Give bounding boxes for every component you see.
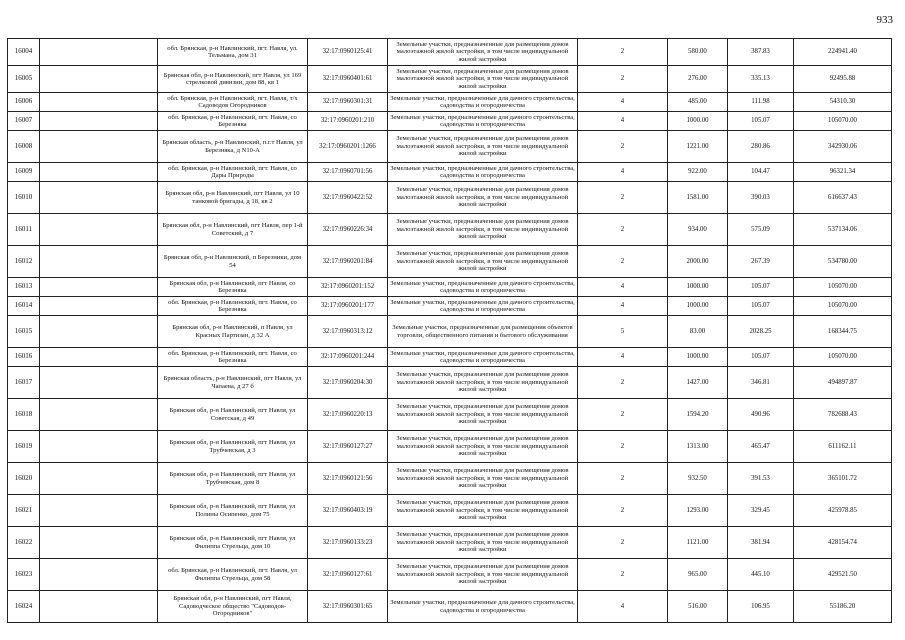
group-code-cell: 4 [578,591,668,623]
specific-value-cell: 280.86 [728,131,794,163]
cadastral-value-cell: 96321.34 [794,163,892,182]
area-cell: 1293.00 [668,495,728,527]
land-use-cell: Земельные участки, предназначенные для размещения домов малоэтажной жилой застройки, в том числе индивидуальной жилой застройки [388,182,578,214]
blank-cell [40,182,158,214]
area-cell: 1427.00 [668,367,728,399]
address-cell: Брянская обл, р-н Навлинский, пгт Навля, Садоводческое общество "Садоводов-Огородников" [158,591,308,623]
table-row [8,559,892,591]
area-cell: 1000.00 [668,278,728,297]
specific-value-cell: 390.03 [728,182,794,214]
table-row [8,591,892,623]
cadastral-number-cell: 32:17:0960204:30 [308,367,388,399]
blank-cell [40,559,158,591]
table-row [8,399,892,431]
record-number-cell: 16018 [8,399,40,431]
cadastral-number-cell: 32:17:0960127:27 [308,431,388,463]
address-cell: Брянская обл, р-н Навлинский, пгт Навля, ул 10 танковой бригады, д 18, кв 2 [158,182,308,214]
cadastral-value-cell: 425978.85 [794,495,892,527]
group-code-cell: 4 [578,348,668,367]
address-cell: Брянская обл, р-н Навлинский, пгт Навля, ул 169 стрелковой дивизии, дом 88, кв 1 [158,66,308,93]
group-code-cell: 2 [578,246,668,278]
specific-value-cell: 111.98 [728,93,794,112]
specific-value-cell: 381.94 [728,527,794,559]
specific-value-cell: 346.81 [728,367,794,399]
address-cell: Брянская обл, р-н Навлинский, п Березники, дом 54 [158,246,308,278]
address-cell: Брянская обл, р-н Навлинский, пгт Навля, ул Трубчевская, дом 8 [158,463,308,495]
address-cell: Брянская обл, р-н Навлинский, пгт Навля, со Березняка [158,278,308,297]
area-cell: 932.50 [668,463,728,495]
address-cell: Брянская обл, р-н Навлинский, п Навля, ул Красных Партизан, д 32 А [158,316,308,348]
record-number-cell: 16021 [8,495,40,527]
area-cell: 83.00 [668,316,728,348]
record-number-cell: 16010 [8,182,40,214]
table-row [8,431,892,463]
area-cell: 922.00 [668,163,728,182]
record-number-cell: 16024 [8,591,40,623]
cadastral-number-cell: 32:17:0960201:210 [308,112,388,131]
cadastral-value-cell: 92495.88 [794,66,892,93]
group-code-cell: 5 [578,316,668,348]
land-use-cell: Земельные участки, предназначенные для размещения домов малоэтажной жилой застройки, в том числе индивидуальной жилой застройки [388,367,578,399]
cadastral-value-cell: 534780.00 [794,246,892,278]
land-use-cell: Земельные участки, предназначенные для размещения домов малоэтажной жилой застройки, в том числе индивидуальной жилой застройки [388,527,578,559]
blank-cell [40,39,158,66]
specific-value-cell: 105.07 [728,278,794,297]
record-number-cell: 16016 [8,348,40,367]
cadastral-value-cell: 55186.20 [794,591,892,623]
land-use-cell: Земельные участки, предназначенные для размещения домов малоэтажной жилой застройки, в том числе индивидуальной жилой застройки [388,463,578,495]
group-code-cell: 4 [578,163,668,182]
cadastral-number-cell: 32:17:0960201:1266 [308,131,388,163]
address-cell: обл. Брянская, р-н Навлинский, пгт. Навля, т/х Садоводов Огородников [158,93,308,112]
table-row [8,246,892,278]
blank-cell [40,495,158,527]
record-number-cell: 16005 [8,66,40,93]
cadastral-value-cell: 365101.72 [794,463,892,495]
cadastral-number-cell: 32:17:0960201:244 [308,348,388,367]
blank-cell [40,463,158,495]
land-use-cell: Земельные участки, предназначенные для размещения домов малоэтажной жилой застройки, в том числе индивидуальной жилой застройки [388,39,578,66]
group-code-cell: 4 [578,93,668,112]
group-code-cell: 4 [578,112,668,131]
table-row [8,93,892,112]
blank-cell [40,112,158,131]
land-use-cell: Земельные участки, предназначенные для размещения домов малоэтажной жилой застройки, в том числе индивидуальной жилой застройки [388,399,578,431]
specific-value-cell: 267.39 [728,246,794,278]
record-number-cell: 16019 [8,431,40,463]
cadastral-number-cell: 32:17:0960401:61 [308,66,388,93]
land-use-cell: Земельные участки, предназначенные для дачного строительства, садоводства и огородничества [388,278,578,297]
blank-cell [40,214,158,246]
address-cell: обл. Брянская, р-н Навлинский, пгт. Навля, со Березняка [158,297,308,316]
area-cell: 580.00 [668,39,728,66]
group-code-cell: 2 [578,431,668,463]
address-cell: Брянская обл, р-н Навлинский, пгт Навля, ул Трубчевская, д 3 [158,431,308,463]
group-code-cell: 2 [578,559,668,591]
cadastral-number-cell: 32:17:0960422:52 [308,182,388,214]
cadastral-value-cell: 105070.00 [794,348,892,367]
specific-value-cell: 329.45 [728,495,794,527]
area-cell: 965.00 [668,559,728,591]
record-number-cell: 16007 [8,112,40,131]
blank-cell [40,131,158,163]
record-number-cell: 16014 [8,297,40,316]
address-cell: Брянская обл, р-н Навлинский, пгт Навля, ул Советская, д 49 [158,399,308,431]
cadastral-number-cell: 32:17:0960201:84 [308,246,388,278]
specific-value-cell: 335.13 [728,66,794,93]
area-cell: 485.00 [668,93,728,112]
land-use-cell: Земельные участки, предназначенные для размещения домов малоэтажной жилой застройки, в том числе индивидуальной жилой застройки [388,131,578,163]
cadastral-number-cell: 32:17:0960133:23 [308,527,388,559]
blank-cell [40,93,158,112]
address-cell: обл. Брянская, р-н Навлинский, пгт. Навля, со Березняка [158,348,308,367]
address-cell: Брянская область, р-н Навлинский, п.г.т Навля, ул Березняка, д N10-А [158,131,308,163]
area-cell: 934.00 [668,214,728,246]
address-cell: обл. Брянская, р-н Навлинский, пгт. Навля, со Березняка [158,112,308,131]
table-row [8,495,892,527]
specific-value-cell: 575.09 [728,214,794,246]
area-cell: 1000.00 [668,112,728,131]
group-code-cell: 4 [578,297,668,316]
blank-cell [40,278,158,297]
table-body [8,39,892,623]
cadastral-value-cell: 105070.00 [794,112,892,131]
area-cell: 516.00 [668,591,728,623]
blank-cell [40,316,158,348]
cadastral-value-cell: 224941.40 [794,39,892,66]
table-row [8,463,892,495]
blank-cell [40,297,158,316]
area-cell: 276.00 [668,66,728,93]
cadastral-value-cell: 611162.11 [794,431,892,463]
record-number-cell: 16008 [8,131,40,163]
cadastral-number-cell: 32:17:0960121:56 [308,463,388,495]
table-row [8,297,892,316]
table-row [8,527,892,559]
cadastral-value-cell: 782688.43 [794,399,892,431]
address-cell: обл. Брянская, р-н Навлинский, пгт. Навля, со Дары Природы [158,163,308,182]
cadastral-value-cell: 428154.74 [794,527,892,559]
record-number-cell: 16013 [8,278,40,297]
land-use-cell: Земельные участки, предназначенные для размещения домов малоэтажной жилой застройки, в том числе индивидуальной жилой застройки [388,214,578,246]
group-code-cell: 2 [578,131,668,163]
specific-value-cell: 105.07 [728,112,794,131]
cadastral-value-cell: 537134.06 [794,214,892,246]
cadastral-value-cell: 105070.00 [794,297,892,316]
table-row [8,112,892,131]
group-code-cell: 4 [578,278,668,297]
cadastral-value-cell: 494897.87 [794,367,892,399]
land-use-cell: Земельные участки, предназначенные для размещения домов малоэтажной жилой застройки, в том числе индивидуальной жилой застройки [388,431,578,463]
specific-value-cell: 106.95 [728,591,794,623]
specific-value-cell: 465.47 [728,431,794,463]
area-cell: 2000.00 [668,246,728,278]
specific-value-cell: 391.53 [728,463,794,495]
group-code-cell: 2 [578,527,668,559]
cadastral-value-cell: 54310.30 [794,93,892,112]
blank-cell [40,399,158,431]
land-use-cell: Земельные участки, предназначенные для дачного строительства, садоводства и огородничества [388,297,578,316]
group-code-cell: 2 [578,367,668,399]
land-use-cell: Земельные участки, предназначенные для размещения объектов торговли, общественного питания и бытового обслуживания [388,316,578,348]
area-cell: 1594.20 [668,399,728,431]
page-number: 933 [876,14,893,26]
cadastral-number-cell: 32:17:0960701:56 [308,163,388,182]
cadastral-value-cell: 429521.50 [794,559,892,591]
record-number-cell: 16012 [8,246,40,278]
specific-value-cell: 490.96 [728,399,794,431]
cadastral-number-cell: 32:17:0960226:34 [308,214,388,246]
specific-value-cell: 445.10 [728,559,794,591]
record-number-cell: 16017 [8,367,40,399]
table-row [8,131,892,163]
blank-cell [40,348,158,367]
group-code-cell: 2 [578,399,668,431]
specific-value-cell: 105.07 [728,348,794,367]
record-number-cell: 16015 [8,316,40,348]
blank-cell [40,527,158,559]
record-number-cell: 16006 [8,93,40,112]
address-cell: обл. Брянская, р-н Навлинский, пгт. Навля, ул Филиппа Стрельца, дом 58 [158,559,308,591]
group-code-cell: 2 [578,463,668,495]
land-use-cell: Земельные участки, предназначенные для размещения домов малоэтажной жилой застройки, в том числе индивидуальной жилой застройки [388,495,578,527]
cadastral-number-cell: 32:17:0960125:41 [308,39,388,66]
group-code-cell: 2 [578,182,668,214]
group-code-cell: 2 [578,66,668,93]
record-number-cell: 16004 [8,39,40,66]
land-use-cell: Земельные участки, предназначенные для размещения домов малоэтажной жилой застройки, в том числе индивидуальной жилой застройки [388,559,578,591]
table-row [8,278,892,297]
area-cell: 1581.00 [668,182,728,214]
table-row [8,316,892,348]
record-number-cell: 16009 [8,163,40,182]
land-use-cell: Земельные участки, предназначенные для дачного строительства, садоводства и огородничества [388,591,578,623]
specific-value-cell: 105.07 [728,297,794,316]
address-cell: Брянская обл, р-н Навлинский, пгт Навля, ул Филиппа Стрельца, дом 10 [158,527,308,559]
blank-cell [40,66,158,93]
table-row [8,367,892,399]
group-code-cell: 2 [578,495,668,527]
specific-value-cell: 387.83 [728,39,794,66]
land-use-cell: Земельные участки, предназначенные для размещения домов малоэтажной жилой застройки, в том числе индивидуальной жилой застройки [388,246,578,278]
cadastral-value-cell: 342930.06 [794,131,892,163]
table-row [8,182,892,214]
land-use-cell: Земельные участки, предназначенные для дачного строительства, садоводства и огородничества [388,112,578,131]
blank-cell [40,591,158,623]
record-number-cell: 16022 [8,527,40,559]
record-number-cell: 16011 [8,214,40,246]
area-cell: 1121.00 [668,527,728,559]
cadastral-number-cell: 32:17:0960301:31 [308,93,388,112]
cadastral-number-cell: 32:17:0960220:13 [308,399,388,431]
specific-value-cell: 104.47 [728,163,794,182]
area-cell: 1000.00 [668,348,728,367]
cadastral-number-cell: 32:17:0960201:152 [308,278,388,297]
cadastral-number-cell: 32:17:0960201:177 [308,297,388,316]
table-row [8,66,892,93]
land-use-cell: Земельные участки, предназначенные для дачного строительства, садоводства и огородничества [388,163,578,182]
blank-cell [40,163,158,182]
address-cell: Брянская обл, р-н Навлинский, пгт Навля, ул Полины Осипенко, дом 75 [158,495,308,527]
table-row [8,348,892,367]
cadastral-value-cell: 168344.75 [794,316,892,348]
table-row [8,163,892,182]
blank-cell [40,246,158,278]
area-cell: 1000.00 [668,297,728,316]
cadastral-value-cell: 105070.00 [794,278,892,297]
cadastral-number-cell: 32:17:0960301:65 [308,591,388,623]
area-cell: 1221.00 [668,131,728,163]
cadastral-number-cell: 32:17:0960403:19 [308,495,388,527]
address-cell: Брянская область, р-н Навлинский, пгт Навля, ул Чапаева, д 27 б [158,367,308,399]
land-use-cell: Земельные участки, предназначенные для размещения домов малоэтажной жилой застройки, в том числе индивидуальной жилой застройки [388,66,578,93]
table-row [8,39,892,66]
record-number-cell: 16020 [8,463,40,495]
cadastral-value-table [7,38,892,623]
cadastral-number-cell: 32:17:0960313:12 [308,316,388,348]
group-code-cell: 2 [578,39,668,66]
record-number-cell: 16023 [8,559,40,591]
address-cell: Брянская обл, р-н Навлинский, пгт Навля, пер 1-й Советский, д 7 [158,214,308,246]
address-cell: обл. Брянская, р-н Навлинский, пгт. Навля, ул. Тельмана, дом 31 [158,39,308,66]
blank-cell [40,431,158,463]
blank-cell [40,367,158,399]
land-use-cell: Земельные участки, предназначенные для дачного строительства, садоводства и огородничества [388,93,578,112]
table-row [8,214,892,246]
group-code-cell: 2 [578,214,668,246]
land-use-cell: Земельные участки, предназначенные для дачного строительства, садоводства и огородничества [388,348,578,367]
cadastral-number-cell: 32:17:0960127:61 [308,559,388,591]
area-cell: 1313.00 [668,431,728,463]
cadastral-value-cell: 616637.43 [794,182,892,214]
specific-value-cell: 2028.25 [728,316,794,348]
